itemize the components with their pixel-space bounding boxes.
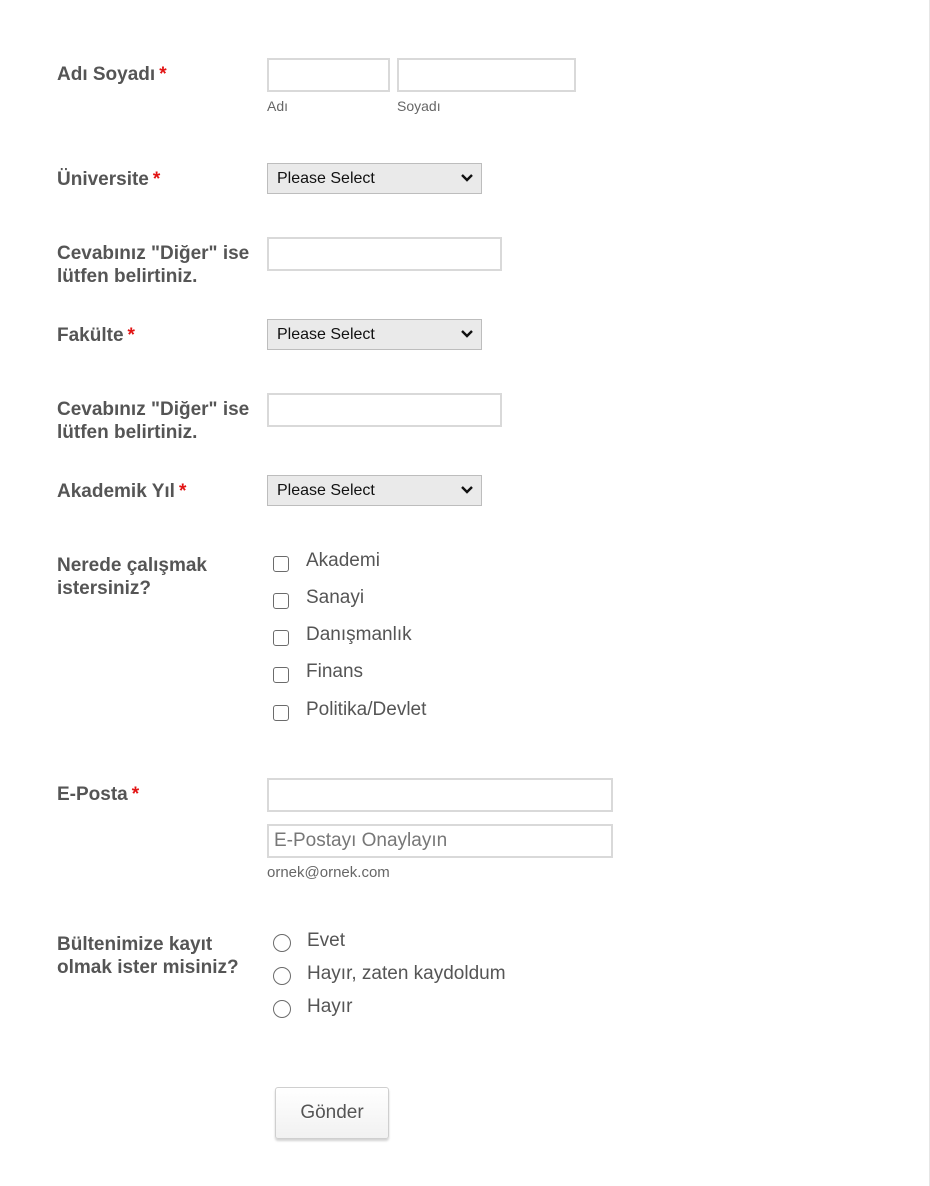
university-label: Üniversite * xyxy=(57,169,161,190)
radio-button[interactable] xyxy=(273,967,291,985)
required-mark: * xyxy=(127,325,135,346)
email-input[interactable] xyxy=(267,778,613,812)
last-name-input[interactable] xyxy=(397,58,576,92)
radio-button[interactable] xyxy=(273,1000,291,1018)
required-mark: * xyxy=(159,64,167,85)
university-select[interactable] xyxy=(267,163,482,194)
required-mark: * xyxy=(178,481,187,502)
last-name-sublabel: Soyadı xyxy=(397,98,441,114)
checkbox-label: Sanayi xyxy=(306,587,365,608)
name-label: Adı Soyadı * xyxy=(57,64,167,85)
checkbox-label: Politika/Devlet xyxy=(306,699,427,720)
university-other-label: Cevabınız "Diğer" ise lütfen belirtiniz. xyxy=(57,243,250,287)
checkbox[interactable] xyxy=(273,630,289,646)
faculty-other-input[interactable] xyxy=(267,393,502,427)
faculty-other-label: Cevabınız "Diğer" ise lütfen belirtiniz. xyxy=(57,399,250,443)
checkbox-label: Finans xyxy=(306,661,364,682)
work-preference-label: Nerede çalışmak istersiniz? xyxy=(57,555,207,599)
university-other-input[interactable] xyxy=(267,237,502,271)
faculty-select[interactable] xyxy=(267,319,482,350)
chevron-down-icon xyxy=(460,320,474,359)
required-mark: * xyxy=(152,169,161,190)
chevron-down-icon xyxy=(460,164,474,203)
submit-button[interactable]: Gönder xyxy=(275,1087,389,1139)
radio-label: Hayır, zaten kaydoldum xyxy=(307,963,506,984)
faculty-label: Fakülte * xyxy=(57,325,135,346)
first-name-input[interactable] xyxy=(267,58,390,92)
radio-button[interactable] xyxy=(273,934,291,952)
academic-year-select[interactable] xyxy=(267,475,482,506)
newsletter-label: Bültenimize kayıt olmak ister misiniz? xyxy=(57,934,239,978)
checkbox[interactable] xyxy=(273,705,289,721)
email-label: E-Posta * xyxy=(57,784,140,805)
academic-year-select-value: Please Select xyxy=(277,482,375,499)
checkbox-label: Akademi xyxy=(306,550,380,571)
first-name-sublabel: Adı xyxy=(267,98,289,114)
email-confirm-input[interactable] xyxy=(267,824,613,858)
checkbox[interactable] xyxy=(273,667,289,683)
checkbox[interactable] xyxy=(273,593,289,609)
academic-year-label: Akademik Yıl * xyxy=(57,481,187,502)
faculty-select-value: Please Select xyxy=(277,326,375,343)
checkbox-label: Danışmanlık xyxy=(306,624,412,645)
university-select-value: Please Select xyxy=(277,170,375,187)
checkbox[interactable] xyxy=(273,556,289,572)
radio-label: Evet xyxy=(307,930,346,951)
radio-label: Hayır xyxy=(307,996,353,1017)
required-mark: * xyxy=(131,784,140,805)
chevron-down-icon xyxy=(460,476,474,515)
email-sublabel: ornek@ornek.com xyxy=(267,864,390,881)
